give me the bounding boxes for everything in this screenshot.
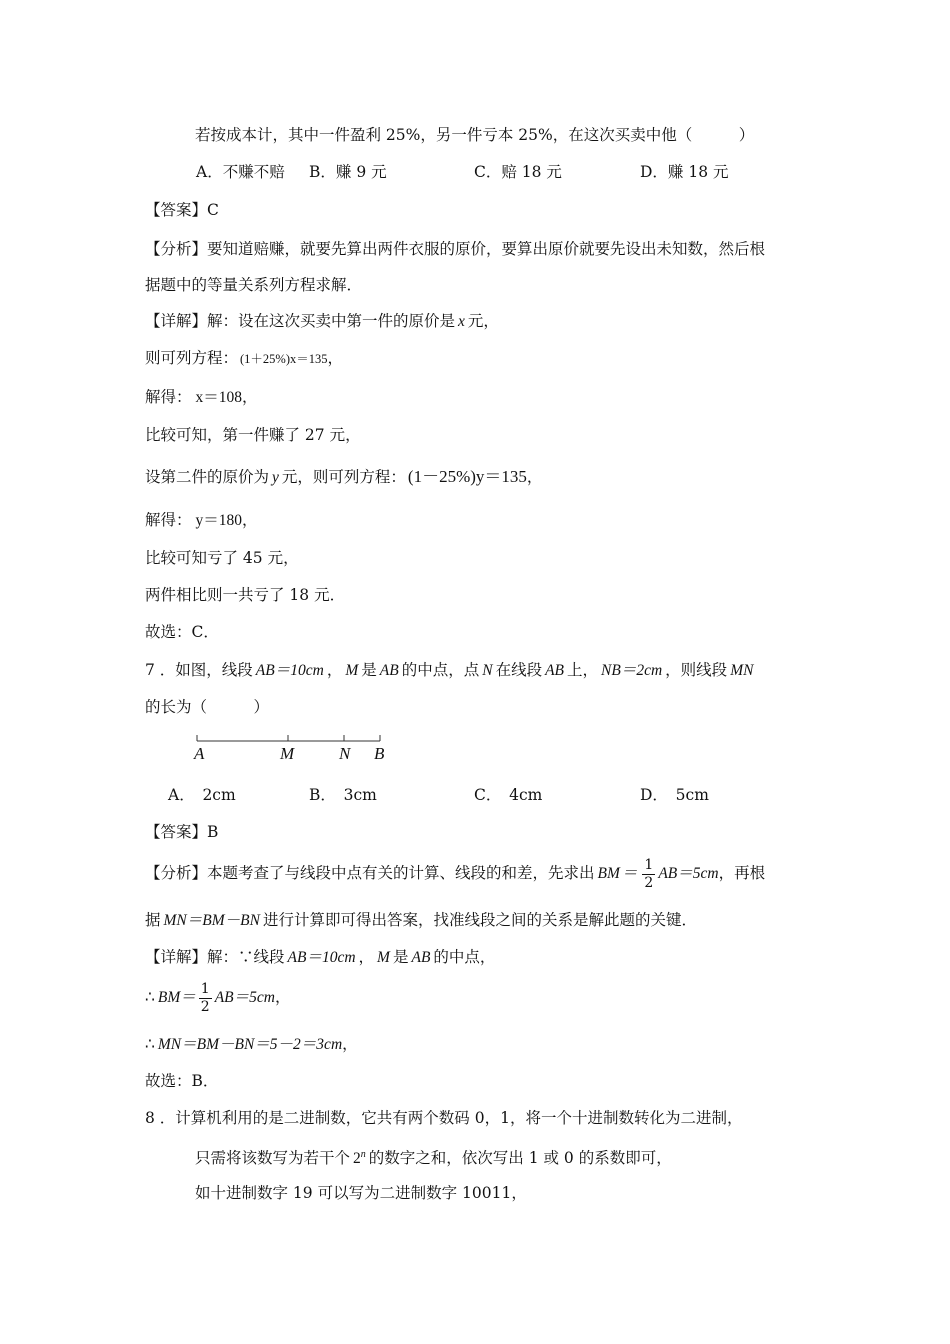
q8-line2-post: 的数字之和，依次写出 1 或 0 的系数即可， — [368, 1149, 672, 1168]
q7-detail-m: M — [377, 949, 390, 966]
q7-detail-post: 的中点， — [433, 948, 496, 966]
q6-sol1-pre: 解得： — [145, 388, 192, 406]
figure-label-m: M — [280, 744, 295, 763]
q7-segment-mn: MN — [730, 662, 754, 679]
q7-detail-comma: ， — [358, 948, 375, 966]
q7-point-n: N — [482, 662, 493, 679]
figure-label-b: B — [374, 744, 385, 763]
q6-analysis-line1: 【分析】要知道赔赚，就要先算出两件衣服的原价，要算出原价就要先设出未知数，然后根 — [145, 240, 766, 258]
q6-option-d: D．赚 18 元 — [640, 163, 729, 181]
q6-eq2-post: ， — [526, 468, 543, 486]
q6-solution1-line — [145, 387, 258, 408]
q6-equation2: (1－25%)y＝135 — [407, 467, 527, 486]
q8-line1: 8 ．计算机利用的是二进制数，它共有两个数码 0，1，将一个十进制数转化为二进制， — [145, 1109, 743, 1127]
q7-text-f: 上， — [567, 661, 599, 679]
q6-total: 两件相比则一共亏了 18 元． — [145, 586, 346, 604]
fraction-denominator: 2 — [644, 874, 654, 891]
q7-stem-line1 — [145, 660, 753, 681]
q6-solution1: x＝108 — [195, 389, 243, 406]
q6-option-c: C．赔 18 元 — [474, 163, 562, 181]
q7-option-b: B． 3cm — [309, 786, 377, 804]
q7-ab-length: AB＝10cm — [255, 662, 324, 679]
q7-stem-line2: 的长为（ ） — [145, 698, 270, 716]
q7-segment-ab-2: AB — [545, 662, 565, 679]
q8-line2 — [195, 1145, 672, 1169]
q6-equation1-line — [145, 348, 343, 369]
q6-option-b: B．赚 9 元 — [309, 163, 387, 181]
therefore-symbol-2: ∴ — [145, 1035, 155, 1053]
q7-nb-length: NB＝2cm — [601, 662, 663, 679]
figure-label-n: N — [339, 744, 351, 763]
therefore-symbol-1: ∴ — [145, 988, 155, 1006]
q7-step2-expression: MN＝BM－BN＝5－2＝3cm — [157, 1036, 343, 1053]
q8-line2-pre: 只需将该数写为若干个 — [195, 1149, 351, 1168]
q7-analysis-line1: 【分析】本题考查了与线段中点有关的计算、线段的和差，先求出 BM ＝ $\frac{1}{2}$ AB＝5cm，再根 — [145, 856, 766, 891]
q7-bm: BM — [597, 865, 620, 882]
q7-analysis-line2 — [145, 910, 697, 931]
q6-compare1: 比较可知，第一件赚了 27 元， — [145, 426, 361, 444]
q7-option-a: A． 2cm — [168, 786, 236, 804]
q7-step1-post: ， — [274, 988, 291, 1006]
q6-choose: 故选：C． — [145, 623, 219, 641]
q6-solution2: y＝180 — [195, 512, 243, 529]
q7-analysis2-pre: 据 — [145, 911, 161, 929]
q7-analysis-post: ，再根 — [718, 864, 766, 882]
q7-answer: 【答案】B — [145, 823, 219, 841]
q7-step1-fraction — [199, 981, 212, 1016]
q6-detail-pre: 【详解】解：设在这次买卖中第一件的原价是 — [145, 312, 456, 330]
q7-ab-5cm: AB＝5cm — [658, 865, 719, 882]
q8-power-exponent: n — [360, 1149, 366, 1160]
q6-detail-post: 元， — [467, 312, 499, 330]
q6-sol2-pre: 解得： — [145, 511, 192, 529]
q6-answer: 【答案】C — [145, 201, 219, 219]
q7-analysis-pre: 【分析】本题考查了与线段中点有关的计算、线段的和差，先求出 — [145, 864, 595, 882]
q7-text-g: ，则线段 — [665, 661, 728, 679]
q7-step2-line — [145, 1034, 358, 1055]
q7-detail-line — [145, 947, 495, 968]
q7-segment-figure — [196, 732, 386, 766]
q7-step1-line — [145, 980, 290, 1016]
q6-option-a: A．不赚不赔 — [196, 163, 285, 181]
q7-segment-ab: AB — [379, 662, 399, 679]
q7-detail-pre: 【详解】解：∵线段 — [145, 948, 285, 966]
q6-eq1-pre: 则可列方程： — [145, 349, 239, 367]
q7-analysis2-post: 进行计算即可得出答案，找准线段之间的关系是解此题的关键． — [262, 911, 697, 929]
fraction-denominator: 2 — [200, 998, 210, 1015]
q7-detail-is: 是 — [392, 948, 409, 966]
q6-var-y: y — [272, 469, 279, 486]
q6-detail-line — [145, 311, 499, 332]
q7-fraction-half — [642, 857, 655, 892]
q7-step1-ab: AB＝5cm — [214, 989, 275, 1006]
fraction-numerator: 1 — [644, 856, 654, 873]
q6-eq2-pre1: 设第二件的原价为 — [145, 468, 270, 486]
q6-eq1-post: ， — [327, 349, 344, 367]
fraction-numerator: 1 — [200, 980, 210, 997]
q7-mn-expression: MN＝BM－BN — [163, 912, 260, 929]
q6-equation1: (1＋25%)x＝135 — [240, 352, 328, 366]
q7-text-e: 在线段 — [495, 661, 543, 679]
q6-var-x: x — [458, 313, 465, 330]
q7-choose: 故选：B． — [145, 1072, 219, 1090]
q7-step2-post: ， — [342, 1035, 358, 1053]
q6-analysis-line2: 据题中的等量关系列方程求解． — [145, 276, 363, 294]
q7-option-c: C． 4cm — [474, 786, 543, 804]
q7-step1-bm: BM＝ — [157, 989, 196, 1006]
q8-power-base: 2 — [353, 1150, 361, 1168]
q6-compare2: 比较可知亏了 45 元， — [145, 549, 299, 567]
q7-point-m: M — [345, 662, 359, 679]
q6-eq2-pre2: 元，则可列方程： — [281, 468, 406, 486]
q7-option-d: D． 5cm — [640, 786, 709, 804]
q6-solution2-line — [145, 510, 258, 531]
q8-line3: 如十进制数字 19 可以写为二进制数字 10011， — [195, 1184, 527, 1202]
q6-sol1-post: ， — [242, 388, 258, 406]
q7-detail-ab2: AB — [411, 949, 431, 966]
q6-sol2-post: ， — [242, 511, 258, 529]
q6-options — [0, 162, 950, 182]
q7-text-b: ， — [326, 661, 343, 679]
q7-detail-ab: AB＝10cm — [287, 949, 356, 966]
q7-text-a: 7 ．如图，线段 — [145, 661, 253, 679]
q6-equation2-line — [145, 467, 542, 488]
q6-stem-line: 若按成本计，其中一件盈利 25%，另一件亏本 25%，在这次买卖中他（ ） — [195, 126, 755, 144]
q7-text-d: 的中点，点 — [401, 661, 480, 679]
q7-text-c: 是 — [361, 661, 377, 679]
figure-label-a: A — [194, 744, 205, 763]
q7-options — [0, 785, 950, 805]
